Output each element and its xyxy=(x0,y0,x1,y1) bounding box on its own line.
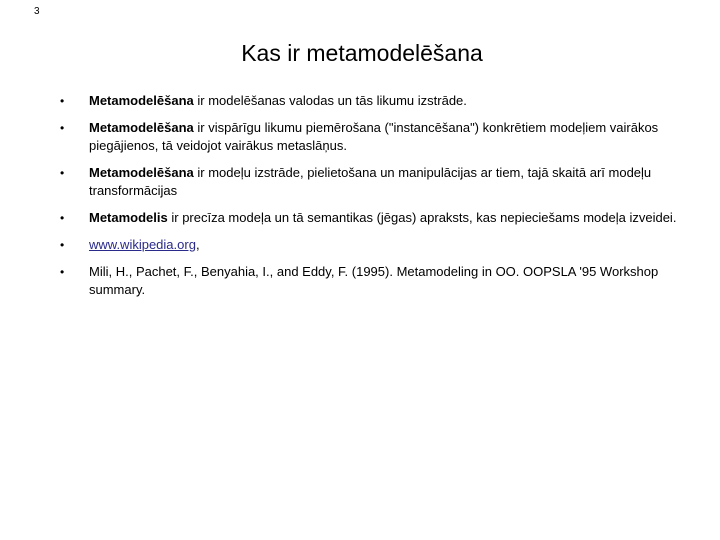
bullet-icon: • xyxy=(60,166,65,180)
bullet-term: Metamodelis xyxy=(89,210,168,225)
bullet-text: , xyxy=(195,237,200,252)
bullet-list xyxy=(0,92,720,308)
list-item xyxy=(0,92,720,110)
bullet-text: Mili, H., Pachet, F., Benyahia, I., and Eddy, F. (1995). Metamodeling in OO. OOPSLA '95 Workshop summary. xyxy=(89,264,659,297)
bullet-term: Metamodelēšana xyxy=(89,165,194,180)
bullet-term: Metamodelēšana xyxy=(89,93,194,108)
bullet-term: Metamodelēšana xyxy=(89,120,194,135)
page-number: 3 xyxy=(34,6,40,17)
list-item xyxy=(0,164,720,200)
bullet-icon: • xyxy=(60,211,65,225)
bullet-text: ir modelēšanas valodas un tās likumu izstrāde. xyxy=(193,93,467,108)
wikipedia-link[interactable]: www.wikipedia.org xyxy=(89,237,196,252)
bullet-icon: • xyxy=(60,94,65,108)
list-item xyxy=(0,263,720,299)
bullet-text: ir modeļu izstrāde, pielietošana un manipulācijas ar tiem, tajā skaitā arī modeļu transformācijas xyxy=(89,165,652,198)
list-item xyxy=(0,236,720,254)
bullet-text: ir precīza modeļa un tā semantikas (jēgas) apraksts, kas nepieciešams modeļa izveidei. xyxy=(167,210,677,225)
bullet-icon: • xyxy=(60,121,65,135)
bullet-icon: • xyxy=(60,238,65,252)
list-item xyxy=(0,209,720,227)
bullet-icon: • xyxy=(60,265,65,279)
bullet-text: ir vispārīgu likumu piemērošana ("instancēšana") konkrētiem modeļiem vairākos piegājienos, tā veidojot vairākus metaslāņus. xyxy=(89,120,659,153)
slide-title: Kas ir metamodelēšana xyxy=(241,40,483,66)
list-item xyxy=(0,119,720,155)
